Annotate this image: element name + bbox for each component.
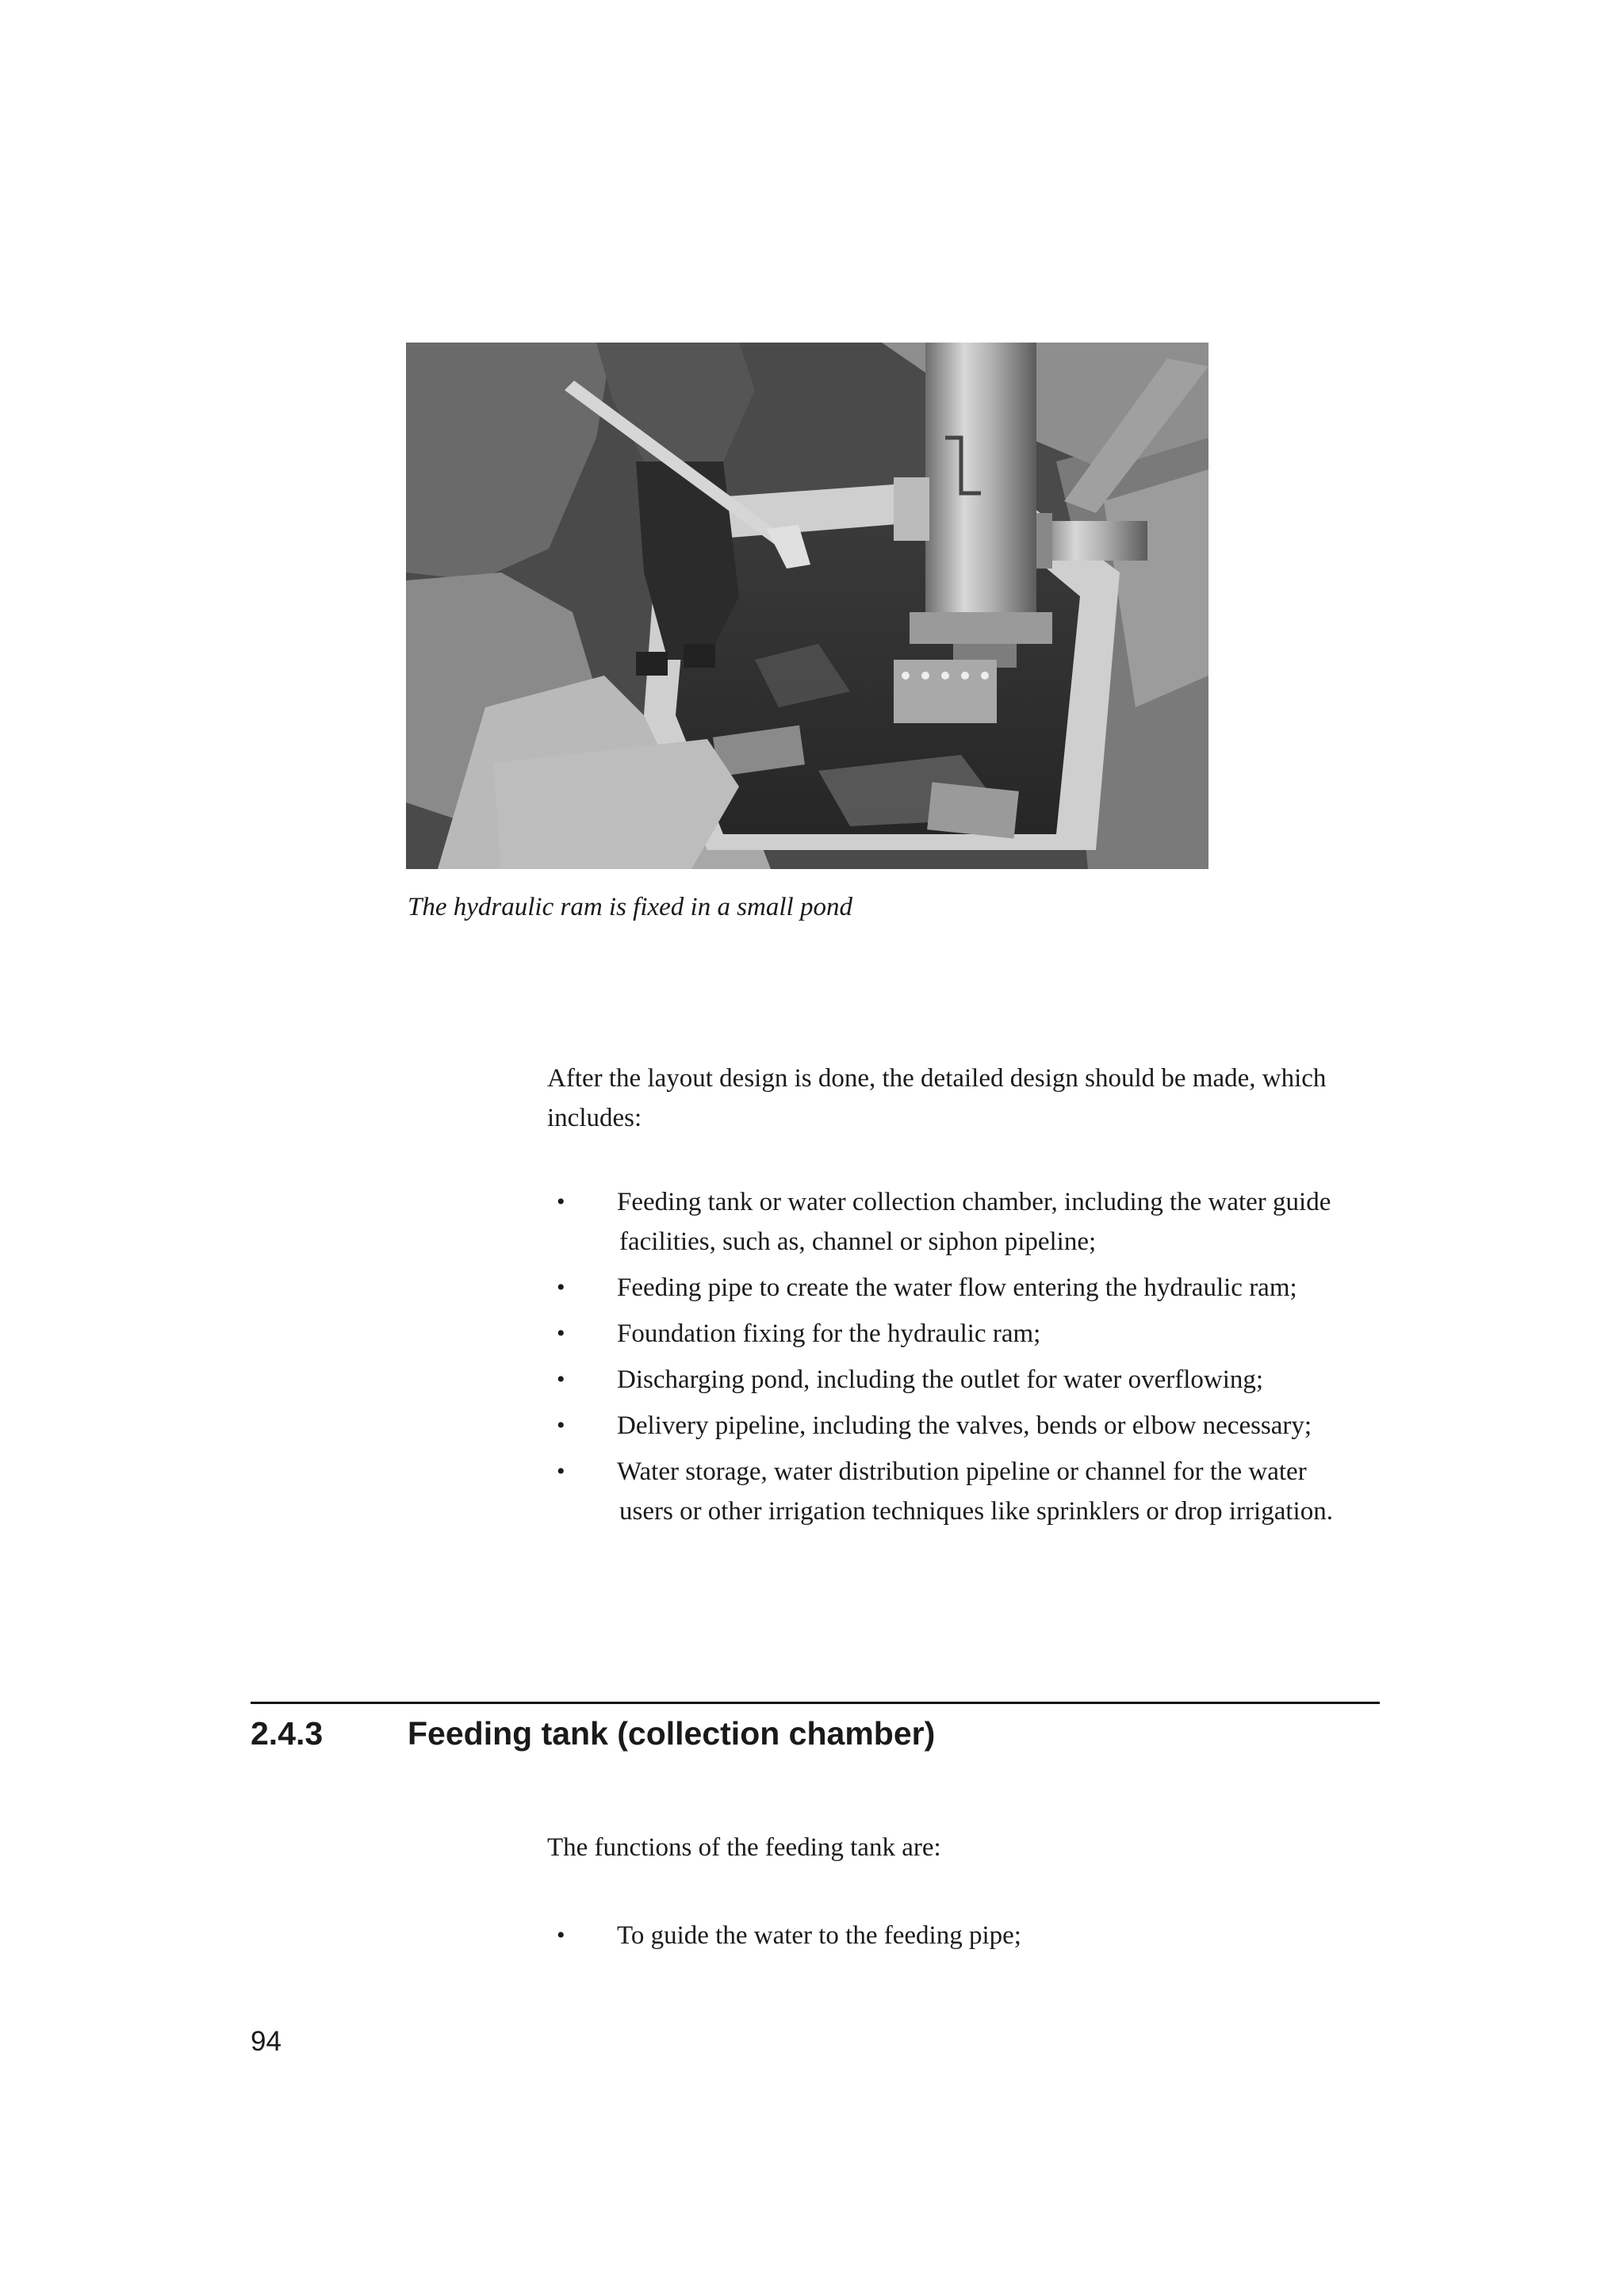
list-item-text: Feeding tank or water collection chamber, including the water guide [617,1188,1331,1216]
list-item-text: To guide the water to the feeding pipe; [617,1921,1021,1950]
figure-caption: The hydraulic ram is fixed in a small pond [408,893,852,921]
bullet-icon: • [557,1366,565,1392]
list-item-text: Delivery pipeline, including the valves, bends or elbow necessary; [617,1411,1312,1440]
section-divider [251,1702,1380,1704]
bullet-icon: • [557,1189,565,1215]
list-item [547,1182,1404,1262]
bullet-icon: • [557,1274,565,1300]
list-item-text-continuation: users or other irrigation techniques like sprinklers or drop irrigation. [619,1497,1333,1526]
section-intro-paragraph: The functions of the feeding tank are: [547,1833,941,1862]
photo-illustration [406,343,1208,869]
list-item [547,1360,1404,1400]
list-item-text: Feeding pipe to create the water flow entering the hydraulic ram; [617,1273,1297,1302]
bullet-icon: • [557,1458,565,1484]
page-number: 94 [251,2026,282,2057]
list-item-text: Discharging pond, including the outlet for water overflowing; [617,1365,1264,1394]
feeding-tank-functions-list [547,1916,1404,1962]
list-item [547,1452,1404,1531]
bullet-icon: • [557,1320,565,1346]
bullet-icon: • [557,1412,565,1438]
design-items-list [547,1182,1404,1538]
design-intro-paragraph: After the layout design is done, the detailed design should be made, which includes: [547,1064,1327,1132]
list-item [547,1916,1404,1955]
list-item [547,1314,1404,1354]
hydraulic-ram-photo [406,343,1208,869]
list-item [547,1268,1404,1308]
section-number: 2.4.3 [251,1715,324,1752]
list-item-text-continuation: facilities, such as, channel or siphon pipeline; [619,1227,1097,1256]
section-title: Feeding tank (collection chamber) [408,1715,936,1752]
list-item-text: Water storage, water distribution pipeline or channel for the water [617,1457,1307,1486]
list-item-text: Foundation fixing for the hydraulic ram; [617,1319,1041,1348]
bullet-icon: • [557,1922,565,1948]
list-item [547,1406,1404,1446]
